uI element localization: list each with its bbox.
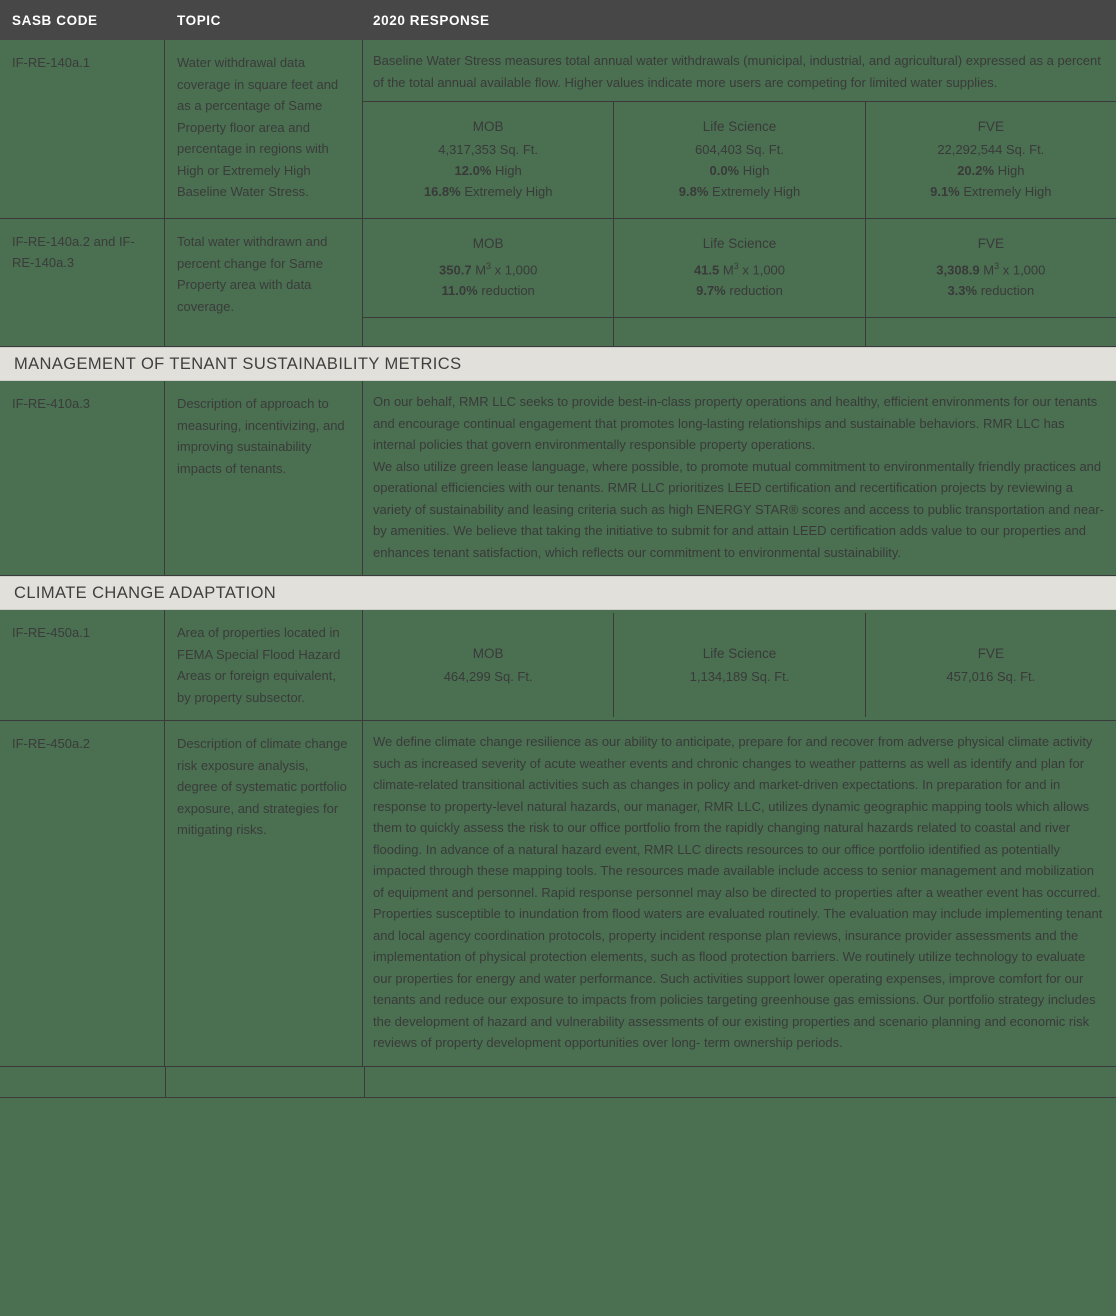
metric-extremely-high [872,181,1110,202]
topic-cell: Water withdrawal data coverage in square feet and as a percentage of Same Property floor area and percentage in regions with High or Extremely High Baseline Water Stress. [165,40,363,218]
metric-extremely-high [620,181,858,202]
metric-title: FVE [977,646,1004,662]
metric-volume-value: 350.7 [439,262,472,278]
metric-reduction-label: reduction [729,283,783,299]
metric-volume [620,256,858,280]
table-row-climate-risk [0,721,1116,1067]
metric-fve [865,102,1116,218]
metric-title: FVE [977,119,1004,134]
metric-reduction-value: 9.7% [696,283,726,299]
response-cell [363,40,1116,218]
metric-high [620,160,858,181]
footer-cell-code [0,1067,166,1097]
metric-reduction-label: reduction [980,283,1035,299]
metric-volume-unit: M [475,262,487,278]
metric-extremely-high-value: 9.8% [678,184,709,199]
column-header-response: 2020 RESPONSE [373,12,490,28]
footer-cell-topic [166,1067,365,1097]
metric-title: MOB [472,236,504,251]
metric-volume-value: 3,308.9 [936,262,980,278]
metric-title: FVE [977,236,1004,251]
empty-cell [865,318,1116,346]
metric-reduction-value: 3.3% [947,283,978,299]
metric-life-science [613,102,864,218]
topic-cell: Description of approach to measuring, incentivizing, and improving sustainability impacts of tenants. [165,381,363,575]
metric-area: 464,299 Sq. Ft. [443,669,533,685]
metric-extremely-high-value: 9.1% [930,184,960,199]
metric-mob [363,219,613,317]
metric-area: 22,292,544 Sq. Ft. [937,142,1045,157]
sasb-code-cell: IF-RE-450a.1 [0,610,165,720]
response-cell [363,610,1116,720]
metric-high-label: High [997,163,1025,178]
metrics-strip [363,101,1116,218]
metric-reduction-value: 11.0% [441,283,478,299]
metric-volume-unit: M [983,262,995,278]
response-text [363,381,1116,575]
metric-high-value: 20.2% [957,163,995,178]
metric-reduction [872,280,1110,301]
metrics-strip [363,219,1116,317]
metric-title: MOB [472,119,504,134]
table-row-tenant-sustainability [0,381,1116,576]
metric-mob [363,613,613,717]
metric-extremely-high-label: Extremely High [712,184,801,199]
column-header-topic: TOPIC [177,12,222,28]
metric-fve [865,219,1116,317]
topic-cell: Total water withdrawn and percent change for Same Property area with data coverage. [165,219,363,346]
metric-volume-exponent: 3 [486,261,492,271]
response-cell [363,721,1116,1066]
response-paragraph: We define climate change resilience as our ability to anticipate, prepare for and recover from adverse physical climate activity such as increased severity of acute weather events and chronic changes to weather patterns as well as identify and plan for climate-related transitional activities such as changes in policy and market-driven expectations. In preparation for and in response to property-level natural hazards, our manager, RMR LLC, utilizes dynamic geographic mapping tools which allows them to quickly assess the risk to our office portfolio from the rapidly changing natural hazards related to coastal and river flooding. In advance of a natural hazard event, RMR LLC directs resources to our office portfolio identified as potentially impacted through these mapping tools. The resources made available include access to senior management and mobilization of equipment and personnel. Rapid response personnel may also be directed to properties after a weather event has occurred. Properties susceptible to inundation from flood waters are evaluated routinely. The evaluation may include implementing tenant and local agency coordination protocols, property incident response plan reviews, insurance provider assessments and the implementation of physical protection elements, such as flood protection barriers. We routinely utilize technology to evaluate our properties for energy and water performance. Such activities support lower operating expenses, improve comfort for our tenants and reduce our exposure to impacts from policies targeting greenhouse gas emissions. Our portfolio strategy includes the development of hazard and vulnerability assessments of our existing properties and scenario planning and economic risk reviews of property development opportunities over long- term ownership periods. [373,734,1103,1051]
metric-area: 4,317,353 Sq. Ft. [438,142,539,157]
topic-cell: Description of climate change risk exposure analysis, degree of systematic portfolio exposure, and strategies for mitigating risks. [165,721,363,1066]
metric-high [369,160,607,181]
metric-high [872,160,1110,181]
empty-cell [363,318,613,346]
metric-volume [872,256,1110,280]
metric-mob [363,102,613,218]
metric-reduction [369,280,607,301]
metrics-empty-strip [363,317,1116,346]
table-row-water-withdrawal [0,40,1116,219]
response-cell [363,381,1116,575]
section-title: MANAGEMENT OF TENANT SUSTAINABILITY METRICS [14,354,462,373]
metric-title: Life Science [702,646,777,662]
metric-volume-exponent: 3 [733,261,739,271]
metric-extremely-high [369,181,607,202]
sasb-code-cell: IF-RE-140a.2 and IF-RE-140a.3 [0,219,165,346]
section-header-tenant-metrics [0,347,1116,381]
response-cell [363,219,1116,346]
table-footer-cells [0,1067,1116,1097]
metric-volume-rest: x 1,000 [491,262,538,278]
metric-high-value: 12.0% [454,163,492,178]
metric-area: 604,403 Sq. Ft. [695,142,784,157]
empty-cell [613,318,864,346]
metric-extremely-high-value: 16.8% [423,184,461,199]
metric-title: MOB [472,646,504,662]
sasb-code-cell: IF-RE-140a.1 [0,40,165,218]
topic-cell: Area of properties located in FEMA Special Flood Hazard Areas or foreign equivalent, by property subsector. [165,610,363,720]
sasb-code-cell: IF-RE-410a.3 [0,381,165,575]
metric-volume-value: 41.5 [693,262,720,278]
metric-area: 457,016 Sq. Ft. [946,669,1036,685]
response-intro-text: Baseline Water Stress measures total annual water withdrawals (municipal, industrial, and agricultural) expressed as a percent of the total annual available flow. Higher values indicate more users are competing for limited water supplies. [373,53,1101,90]
metric-extremely-high-label: Extremely High [963,184,1052,199]
metric-title: Life Science [702,236,777,251]
sasb-code-cell: IF-RE-450a.2 [0,721,165,1066]
metric-high-value: 0.0% [709,163,740,178]
metric-area: 1,134,189 Sq. Ft. [689,669,790,685]
metric-volume-exponent: 3 [994,261,1000,271]
section-title: CLIMATE CHANGE ADAPTATION [14,583,277,602]
metric-fve [865,613,1116,717]
metric-life-science [613,219,864,317]
column-header-sasb-code: SASB CODE [12,12,98,28]
page-bottom-margin [0,1098,1116,1258]
table-row-fema-flood [0,610,1116,721]
metric-reduction-label: reduction [481,283,535,299]
metric-volume [369,256,607,280]
metric-reduction [620,280,858,301]
metric-high-label: High [495,163,522,178]
table-footer-rule [0,1067,1116,1098]
footer-cell-response [365,1067,1116,1097]
section-header-climate-adaptation [0,576,1116,610]
metric-title: Life Science [702,119,777,134]
metric-volume-rest: x 1,000 [999,262,1046,278]
table-row-total-water [0,219,1116,347]
metric-high-label: High [742,163,770,178]
table-header-row [0,0,1116,40]
response-text [363,721,1116,1066]
metric-volume-rest: x 1,000 [738,262,786,278]
metric-volume-unit: M [722,262,734,278]
metrics-strip [363,610,1116,720]
metric-life-science [613,613,864,717]
metric-extremely-high-label: Extremely High [464,184,553,199]
response-paragraph-2: We also utilize green lease language, where possible, to promote mutual commitment to environmentally friendly practices and operational efficiencies with our tenants. RMR LLC prioritizes LEED certification and recertification projects by reviewing a variety of sustainability and leasing criteria such as high ENERGY STAR® scores and access to public transportation and near-by amenities. We believe that taking the initiative to submit for and attain LEED certification adds value to our properties and enhances tenant satisfaction, which reflects our commitment to environmental sustainability. [373,458,1104,560]
response-paragraph-1: On our behalf, RMR LLC seeks to provide best-in-class property operations and healthy, efficient environments for our tenants and encourage continual engagement that promotes long-lasting relationships and sustainable behaviors. RMR LLC has internal policies that govern environmentally responsible property operations. [373,394,1098,453]
